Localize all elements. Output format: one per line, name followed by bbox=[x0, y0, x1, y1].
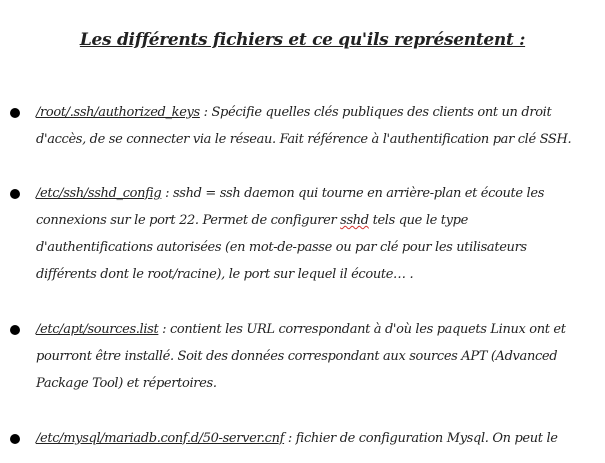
list-item bbox=[36, 316, 584, 397]
file-path: /etc/mysql/mariadb.conf.d/50-server.cnf bbox=[36, 431, 285, 446]
item-description-continued: tels que le type d'authentifications autorisées (en mot-de-passe ou par clé pour les utilisateurs différents dont le root/racine), le port sur lequel il écoute… . bbox=[36, 213, 527, 282]
bullet-point bbox=[10, 108, 20, 118]
list-item bbox=[36, 180, 584, 288]
spellcheck-flagged-word: sshd bbox=[340, 213, 369, 228]
page-title: Les différents fichiers et ce qu'ils représentent : bbox=[79, 30, 526, 50]
file-path: /root/.ssh/authorized_keys bbox=[36, 105, 200, 120]
item-description: : contient les URL correspondant à d'où les paquets Linux ont et pourront être installé. Soit des données correspondant aux sources APT (Advanced Package Tool) et répertoires. bbox=[36, 322, 566, 391]
bullet-point bbox=[10, 189, 20, 199]
file-path: /etc/apt/sources.list bbox=[36, 322, 159, 337]
bullet-point bbox=[10, 325, 20, 335]
list-item bbox=[36, 425, 584, 452]
item-description: : Spécifie quelles clés publiques des clients ont un droit d'accès, de se connecter via le réseau. Fait référence à l'authentification par clé SSH. bbox=[36, 105, 572, 147]
file-path: /etc/ssh/sshd_config bbox=[36, 186, 162, 201]
list-item bbox=[36, 99, 584, 153]
item-description: : sshd = ssh daemon qui tourne en arrière-plan et écoute les connexions sur le port 22. Permet de configurer bbox=[36, 186, 545, 228]
item-description: : fichier de configuration Mysql. On peut le bbox=[284, 431, 558, 446]
bullet-point bbox=[10, 434, 20, 444]
